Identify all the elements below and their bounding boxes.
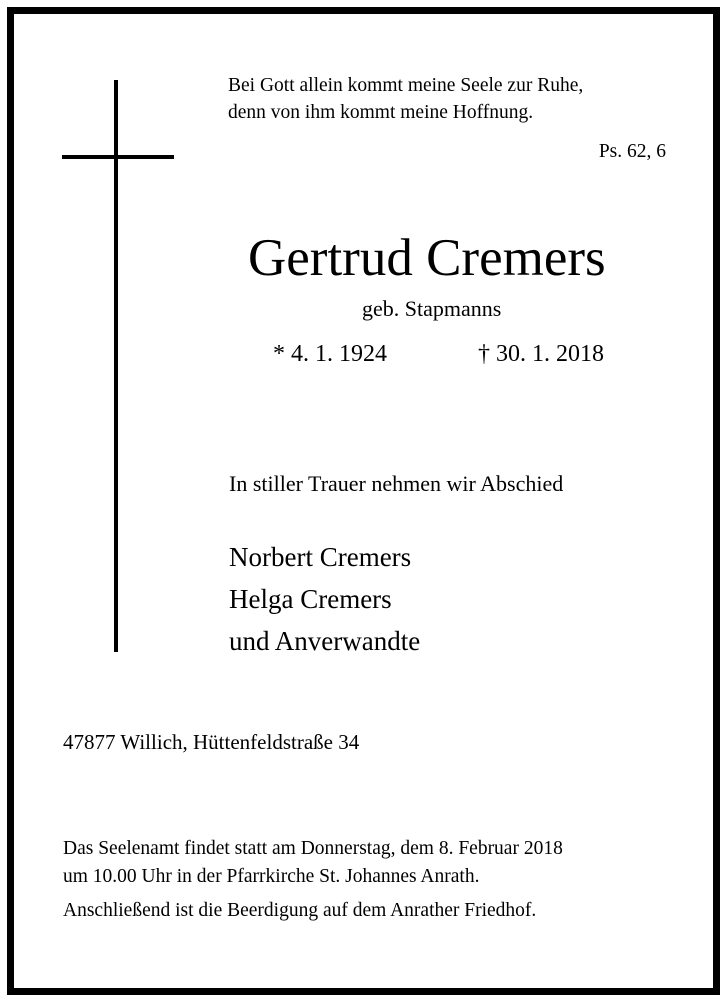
service-line: Das Seelenamt findet statt am Donnerstag, dem 8. Februar 2018 xyxy=(63,838,563,859)
bible-verse-line: denn von ihm kommt meine Hoffnung. xyxy=(228,102,534,123)
death-date: † 30. 1. 2018 xyxy=(478,341,604,367)
deceased-name: Gertrud Cremers xyxy=(248,229,606,287)
mourner-name: Helga Cremers xyxy=(229,584,392,614)
cross-icon-bar xyxy=(62,155,174,159)
mourning-text: In stiller Trauer nehmen wir Abschied xyxy=(229,471,564,496)
bible-verse-line: Bei Gott allein kommt meine Seele zur Ruhe, xyxy=(228,75,584,96)
service-info xyxy=(63,835,563,891)
mourners-list xyxy=(229,536,420,662)
deceased-birth-name: geb. Stapmanns xyxy=(362,296,502,321)
cross-icon xyxy=(114,80,118,652)
family-address: 47877 Willich, Hüttenfeldstraße 34 xyxy=(63,730,360,754)
birth-date: * 4. 1. 1924 xyxy=(273,341,387,367)
bible-verse xyxy=(228,72,583,126)
bible-verse-reference: Ps. 62, 6 xyxy=(598,141,666,162)
service-line: um 10.00 Uhr in der Pfarrkirche St. Johannes Anrath. xyxy=(63,866,480,887)
mourner-name: und Anverwandte xyxy=(229,626,421,656)
burial-info: Anschließend ist die Beerdigung auf dem Anrather Friedhof. xyxy=(63,900,537,921)
mourner-name: Norbert Cremers xyxy=(229,542,412,572)
